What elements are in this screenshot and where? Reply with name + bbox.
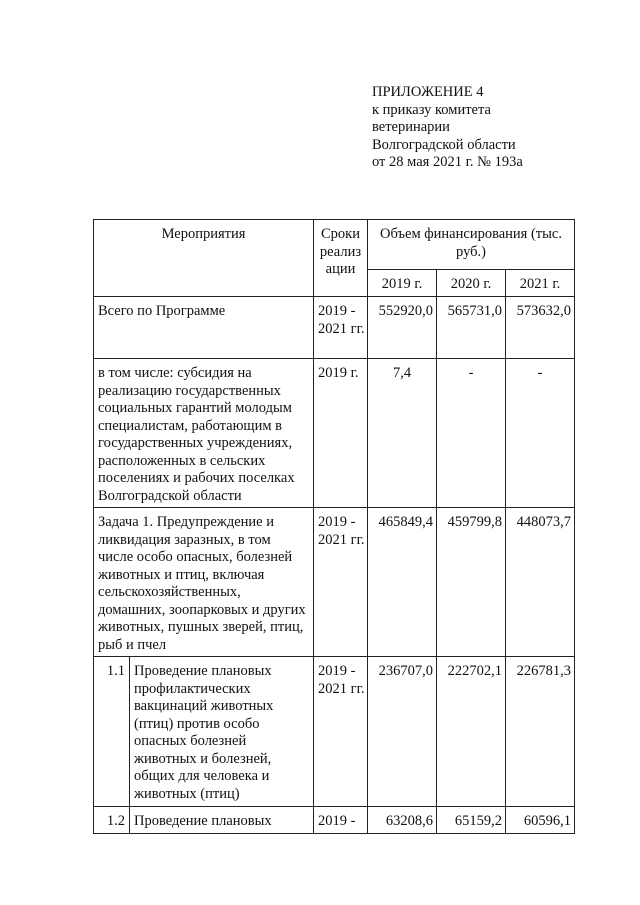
- appendix-header: [372, 84, 622, 172]
- row-value-2019: 7,4: [368, 359, 437, 508]
- table-row: [94, 807, 575, 834]
- row-term: 2019 - 2021 гг.: [314, 508, 368, 657]
- row-value-2021: -: [506, 359, 575, 508]
- row-value-2019: 552920,0: [368, 297, 437, 359]
- row-term: 2019 г.: [314, 359, 368, 508]
- row-value-2020: 222702,1: [437, 657, 506, 807]
- row-value-2020: 565731,0: [437, 297, 506, 359]
- header-funding: Объем финансирования (тыс. руб.): [368, 220, 575, 270]
- appendix-line: ветеринарии: [372, 119, 450, 135]
- row-value-2020: 65159,2: [437, 807, 506, 834]
- row-activity: Проведение плановых: [130, 807, 314, 834]
- row-value-2019: 465849,4: [368, 508, 437, 657]
- row-value-2019: 236707,0: [368, 657, 437, 807]
- header-year-2020: 2020 г.: [437, 270, 506, 297]
- row-term: 2019 - 2021 гг.: [314, 297, 368, 359]
- row-activity: Всего по Программе: [94, 297, 314, 359]
- row-value-2019: 63208,6: [368, 807, 437, 834]
- row-term: 2019 -: [314, 807, 368, 834]
- table-header-row: [94, 220, 575, 270]
- table-row: [94, 508, 575, 657]
- appendix-line: Волгоградской области: [372, 136, 516, 153]
- table-row: [94, 297, 575, 359]
- appendix-title: ПРИЛОЖЕНИЕ 4: [372, 84, 484, 100]
- row-value-2020: 459799,8: [437, 508, 506, 657]
- row-value-2021: 573632,0: [506, 297, 575, 359]
- row-index: 1.2: [94, 807, 130, 834]
- row-value-2021: 448073,7: [506, 508, 575, 657]
- funding-table: [93, 219, 575, 834]
- table-row: [94, 359, 575, 508]
- header-terms: Сроки реализ ации: [314, 220, 368, 297]
- row-term: 2019 - 2021 гг.: [314, 657, 368, 807]
- row-value-2021: 226781,3: [506, 657, 575, 807]
- header-year-2021: 2021 г.: [506, 270, 575, 297]
- row-activity: Задача 1. Предупреждение и ликвидация заразных, в том числе особо опасных, болезней животных и птиц, включая сельскохозяйственных, домашних, зоопарковых и других животных, пушных зверей, птиц, рыб и пчел: [94, 508, 314, 657]
- row-value-2021: 60596,1: [506, 807, 575, 834]
- header-activities: Мероприятия: [94, 220, 314, 297]
- row-activity: в том числе: субсидия на реализацию государственных социальных гарантий молодым специалистам, работающим в государственных учреждениях, расположенных в сельских поселениях и рабочих поселках Волгоградской области: [94, 359, 314, 508]
- appendix-line: к приказу комитета: [372, 101, 491, 118]
- header-year-2019: 2019 г.: [368, 270, 437, 297]
- row-index: 1.1: [94, 657, 130, 807]
- appendix-date-line: от 28 мая 2021 г. № 193а: [372, 154, 523, 170]
- row-activity: Проведение плановых профилактических вакцинаций животных (птиц) против особо опасных болезней животных и болезней, общих для человека и животных (птиц): [130, 657, 314, 807]
- row-value-2020: -: [437, 359, 506, 508]
- table-row: [94, 657, 575, 807]
